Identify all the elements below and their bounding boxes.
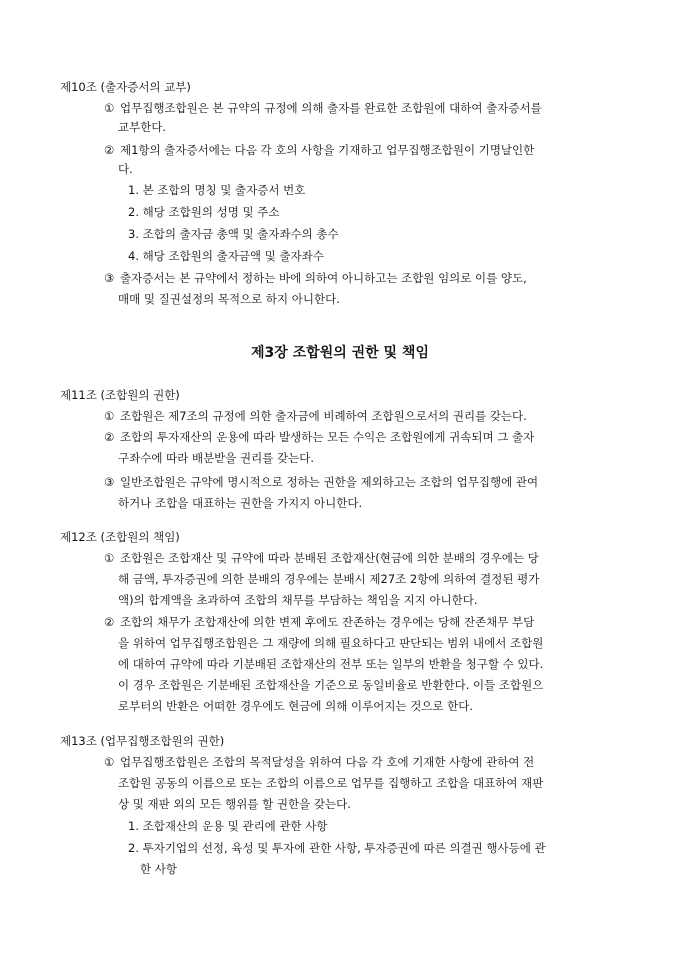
item-text: 조합의 채무가 조합재산에 의한 변제 후에도 잔존하는 경우에는 당해 잔존채무 부담 [120,615,535,629]
chapter-3-heading: 제3장 조합원의 권한 및 책임 [250,345,429,361]
item-text: 조합원은 제7조의 규정에 의한 출자금에 비례하여 조합원으로서의 권리를 갖는다. [120,409,527,423]
item-text: 제1항의 출자증서에는 다음 각 호의 사항을 기재하고 업무집행조합원이 기명날인한 [120,143,535,157]
article-12 [60,528,630,716]
item-text: 업무집행조합원은 조합의 목적달성을 위하여 다음 각 호에 기재한 사항에 관하여 전 [120,755,535,769]
sub-text: 2. 투자기업의 선정, 육성 및 투자에 관한 사항, 투자증권에 따른 의결권 행사등에 관 [128,841,546,855]
item-text-cont: 다. [118,162,133,176]
article-10-sub-3: 3. 조합의 출자금 총액 및 출자좌수의 총수 [128,227,339,241]
article-13-item-1 [60,753,630,814]
item-text-cont: 상 및 재판 외의 모든 행위를 할 권한을 갖는다. [118,797,351,811]
article-10-sub-2: 2. 해당 조합원의 성명 및 주소 [128,205,280,219]
item-text-cont: 조합원 공동의 이름으로 또는 조합의 이름으로 업무를 집행하고 조합을 대표하여 재판 [118,776,544,790]
article-10-item-1 [60,99,630,137]
article-13-sub-2 [60,839,630,879]
item-marker: ② [104,430,115,444]
item-text-cont: 로부터의 반환은 어떠한 경우에도 현금에 의해 이루어지는 것으로 한다. [118,699,474,713]
item-marker: ② [104,143,115,157]
item-text-cont: 액)의 합계액을 초과하여 조합의 채무를 부담하는 책임을 지지 아니한다. [118,593,478,607]
article-10-item-2 [60,141,630,179]
article-11-item-2 [60,428,630,468]
item-text: 일반조합원은 규약에 명시적으로 정하는 권한을 제외하고는 조합의 업무집행에 관여 [120,475,539,489]
article-11-item-1 [60,407,630,426]
article-13 [60,732,630,879]
article-10-title: 제10조 (출자증서의 교부) [60,80,191,94]
item-text-cont: 교부한다. [118,120,167,134]
item-text: 업무집행조합원은 본 규약의 규정에 의해 출자를 완료한 조합원에 대하여 출자증서를 [120,101,542,115]
article-10-item-3 [60,269,630,309]
article-10-sub-4: 4. 해당 조합원의 출자금액 및 출자좌수 [128,249,324,263]
item-text: 조합원은 조합재산 및 규약에 따라 분배된 조합재산(현금에 의한 분배의 경우에는 당 [120,551,539,565]
sub-text-cont: 한 사항 [140,862,177,876]
item-text: 출자증서는 본 규약에서 정하는 바에 의하여 아니하고는 조합원 임의로 이를 양도, [120,271,527,285]
item-text-cont: 하거나 조합을 대표하는 권한을 가지지 아니한다. [118,496,363,510]
article-11 [60,386,630,513]
item-text-cont: 이 경우 조합원은 기분배된 조합재산을 기준으로 동일비율로 반환한다. 이들 조합원으 [118,678,544,692]
article-12-item-1 [60,549,630,610]
item-marker: ③ [104,475,115,489]
article-11-item-3 [60,473,630,513]
item-text: 조합의 투자재산의 운용에 따라 발생하는 모든 수익은 조합원에게 귀속되며 그 출자 [120,430,535,444]
article-12-item-2 [60,613,630,716]
item-marker: ① [104,755,115,769]
item-text-cont: 해 금액, 투자증권에 의한 분배의 경우에는 분배시 제27조 2항에 의하여 결정된 평가 [118,572,540,586]
article-12-title: 제12조 (조합원의 책임) [60,530,180,544]
article-10 [60,78,630,309]
article-10-sub-1: 1. 본 조합의 명칭 및 출자증서 번호 [128,183,306,197]
item-marker: ① [104,409,115,423]
item-text-cont: 에 대하여 규약에 따라 기분배된 조합재산의 전부 또는 일부의 반환을 청구할 수 있다. [118,657,544,671]
item-marker: ③ [104,271,115,285]
item-text-cont: 구좌수에 따라 배분받을 권리를 갖는다. [118,451,315,465]
item-marker: ① [104,101,115,115]
item-text-cont: 매매 및 질권설정의 목적으로 하지 아니한다. [118,292,340,306]
article-13-title: 제13조 (업무집행조합원의 권한) [60,734,225,748]
item-marker: ① [104,551,115,565]
item-marker: ② [104,615,115,629]
article-11-title: 제11조 (조합원의 권한) [60,388,180,402]
item-text-cont: 을 위하여 업무집행조합원은 그 재량에 의해 필요하다고 판단되는 범위 내에서 조합원 [118,636,544,650]
article-13-sub-1: 1. 조합재산의 운용 및 관리에 관한 사항 [128,819,328,833]
